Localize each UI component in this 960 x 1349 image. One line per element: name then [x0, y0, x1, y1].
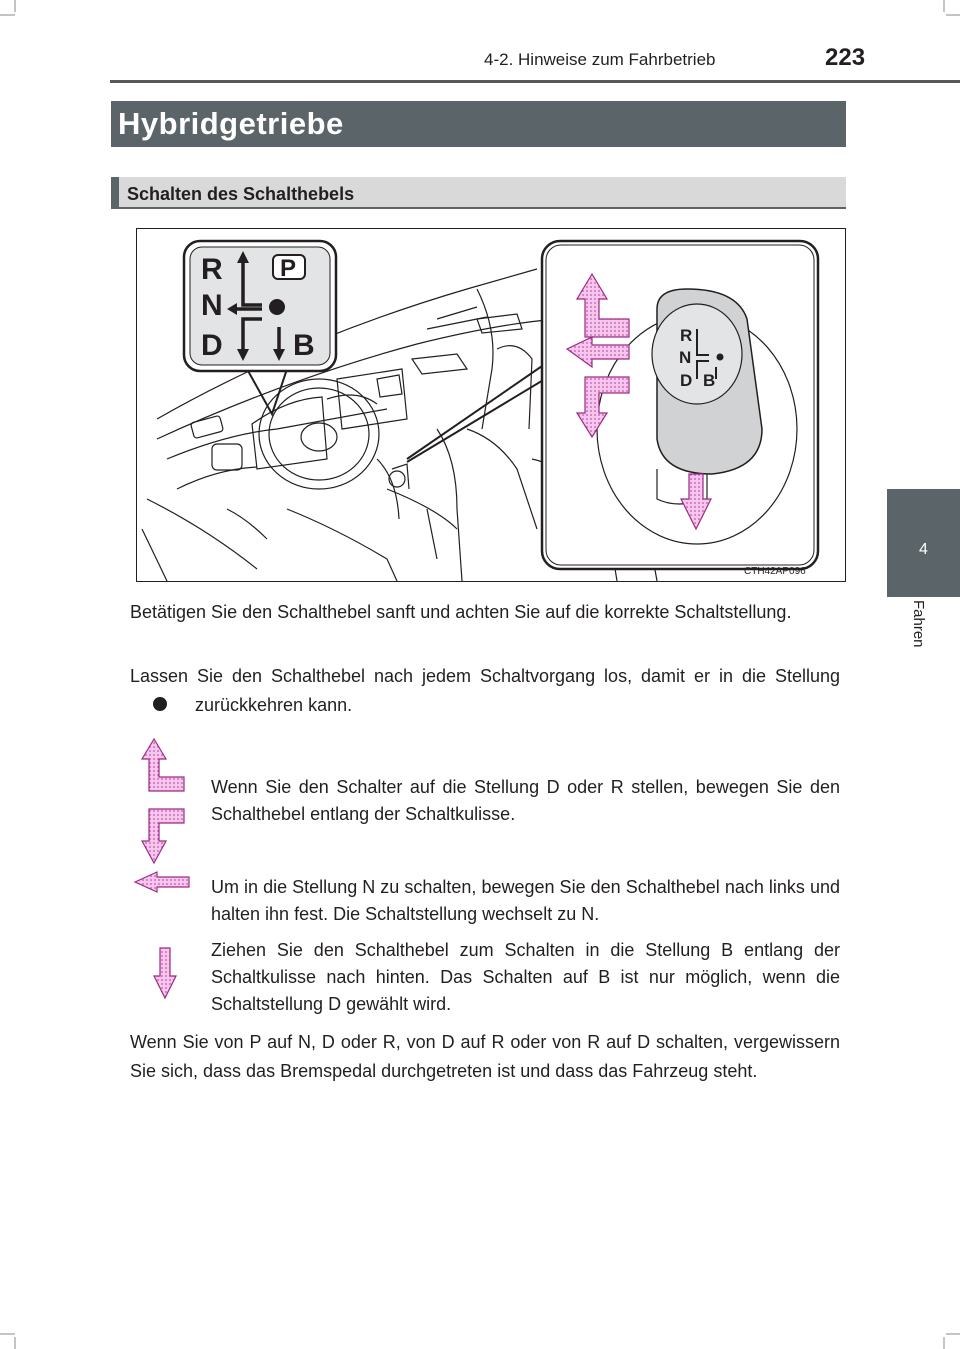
down-arrow-icon	[152, 946, 178, 1000]
subtitle-accent	[111, 177, 119, 209]
paragraph-3: Wenn Sie von P auf N, D oder R, von D auf R oder von R auf D schalten, vergewissern Sie sich, dass das Bremspedal durchgetreten ist und dass das Fahrzeug steht.	[130, 1032, 840, 1081]
paragraph-1: Betätigen Sie den Schalthebel sanft und achten Sie auf die korrekte Schaltstellung.	[130, 602, 792, 622]
shift-lever-illustration	[136, 228, 846, 582]
bullet-position-icon	[130, 692, 190, 721]
svg-text:R: R	[680, 326, 693, 345]
page-number: 223	[825, 44, 866, 71]
page-title: Hybridgetriebe	[118, 106, 344, 141]
section-subtitle: Schalten des Schalthebels	[127, 184, 355, 204]
paragraph-2	[130, 662, 840, 721]
paragraph-2-start: Lassen Sie den Schalthebel nach jedem Schaltvorgang los, damit er in die Stellung	[130, 666, 840, 686]
gate-arrows-icon	[140, 737, 188, 865]
paragraph-2-end: zurückkehren kann.	[195, 695, 353, 715]
chapter-label: Fahren	[910, 600, 927, 648]
gate-letter-d: D	[201, 329, 223, 362]
instruction-2: Um in die Stellung N zu schalten, bewegen Sie den Schalthebel nach links und halten ihn fest. Die Schaltstellung wechselt zu N.	[211, 877, 840, 924]
gate-letter-n: N	[201, 289, 223, 322]
instruction-3: Ziehen Sie den Schalthebel zum Schalten in die Stellung B entlang der Schaltkulisse nach hinten. Das Schalten auf B ist nur möglich, wenn die Schaltstellung D gewählt wird.	[211, 940, 840, 1014]
dashboard-drawing	[137, 229, 845, 581]
svg-text:N: N	[679, 348, 692, 367]
gate-letter-p: P	[280, 255, 297, 282]
left-arrow-icon	[133, 870, 191, 894]
instruction-1: Wenn Sie den Schalter auf die Stellung D oder R stellen, bewegen Sie den Schalthebel entlang der Schaltkulisse.	[211, 777, 840, 824]
svg-text:D: D	[680, 371, 693, 390]
figure-id: CTH42AP096	[744, 566, 806, 577]
svg-text:B: B	[703, 371, 716, 390]
section-label: 4-2. Hinweise zum Fahrbetrieb	[484, 50, 716, 69]
header-rule	[110, 80, 960, 83]
chapter-number: 4	[919, 541, 928, 558]
gate-letter-r: R	[201, 253, 223, 286]
gate-letter-b: B	[293, 329, 315, 362]
